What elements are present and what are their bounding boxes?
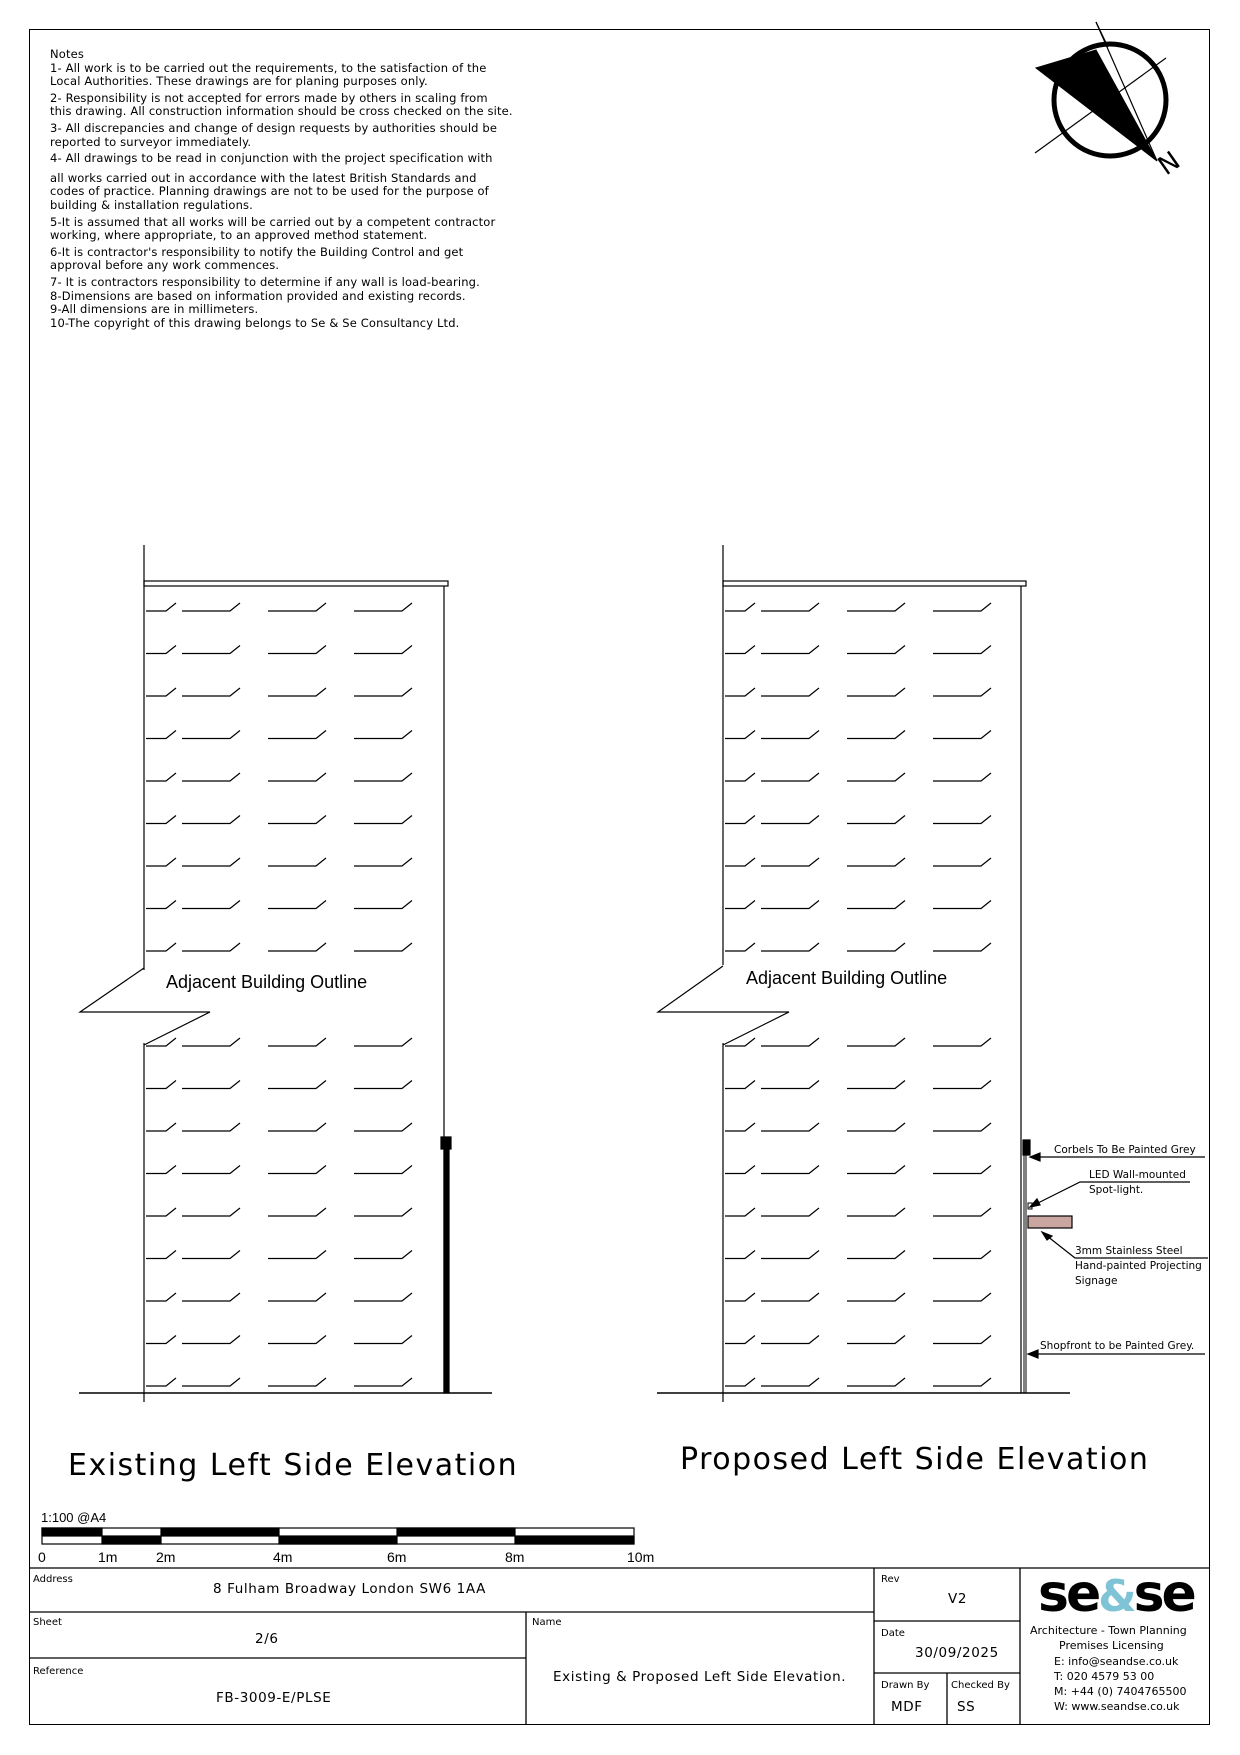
company-mobile: M: +44 (0) 7404765500 xyxy=(1054,1685,1187,1698)
note-line: 1- All work is to be carried out the requirements, to the satisfaction of the xyxy=(50,60,487,75)
brick-hatch-mark xyxy=(847,1378,905,1386)
brick-hatch-mark xyxy=(847,1208,905,1216)
brick-hatch-mark xyxy=(725,1378,755,1386)
logo-right: se xyxy=(1133,1564,1194,1624)
brick-hatch-mark xyxy=(933,646,991,654)
brick-hatch-mark xyxy=(933,1081,991,1089)
callout-led-line2: Spot-light. xyxy=(1089,1184,1144,1196)
company-phone: T: 020 4579 53 00 xyxy=(1054,1670,1155,1683)
reference-value: FB-3009-E/PLSE xyxy=(216,1690,332,1706)
brick-hatch-mark xyxy=(268,1208,326,1216)
note-line: codes of practice. Planning drawings are not to be used for the purpose of xyxy=(50,184,489,199)
note-line: 9-All dimensions are in millimeters. xyxy=(50,302,259,317)
brick-hatch-mark xyxy=(146,858,176,866)
note-line: 6-It is contractor's responsibility to notify the Building Control and get xyxy=(50,244,464,259)
scale-tick-label: 10m xyxy=(627,1549,655,1565)
note-line: approval before any work commences. xyxy=(50,258,280,273)
brick-hatch-mark xyxy=(146,1081,176,1089)
callout-led-line1: LED Wall-mounted xyxy=(1089,1169,1186,1181)
brick-hatch-mark xyxy=(354,1166,412,1174)
brick-hatch-mark xyxy=(182,1123,240,1131)
brick-hatch-mark xyxy=(268,1038,326,1046)
brick-hatch-mark xyxy=(354,646,412,654)
brick-hatch-mark xyxy=(847,1038,905,1046)
company-tagline-2: Premises Licensing xyxy=(1059,1639,1164,1652)
brick-hatch-mark xyxy=(761,1208,819,1216)
brick-hatch-mark xyxy=(725,731,755,739)
scale-tick-label: 6m xyxy=(387,1549,407,1565)
brick-hatch-mark xyxy=(182,773,240,781)
brick-hatch-mark xyxy=(847,603,905,611)
brick-hatch-mark xyxy=(146,773,176,781)
brick-hatch-mark xyxy=(761,1293,819,1301)
brick-hatch-mark xyxy=(847,773,905,781)
brick-hatch-mark xyxy=(268,1123,326,1131)
brick-hatch-mark xyxy=(847,1293,905,1301)
brick-hatch-mark xyxy=(761,816,819,824)
note-line: 2- Responsibility is not accepted for errors made by others in scaling from xyxy=(50,90,488,105)
callout-shopfront: Shopfront to be Painted Grey. xyxy=(1040,1340,1195,1352)
brick-hatch-mark xyxy=(268,901,326,909)
brick-hatch-mark xyxy=(933,1378,991,1386)
brick-hatch-mark xyxy=(354,688,412,696)
brick-hatch-mark xyxy=(933,1293,991,1301)
logo-left: se xyxy=(1038,1564,1099,1624)
brick-hatch-mark xyxy=(761,1123,819,1131)
brick-hatch-mark xyxy=(354,731,412,739)
brick-hatch-mark xyxy=(268,1293,326,1301)
existing-elevation-title: Existing Left Side Elevation xyxy=(68,1448,519,1483)
brick-hatch-mark xyxy=(933,773,991,781)
note-line: 7- It is contractors responsibility to determine if any wall is load-bearing. xyxy=(50,274,480,289)
brick-hatch-mark xyxy=(182,688,240,696)
rev-caption: Rev xyxy=(881,1574,900,1585)
note-line: 3- All discrepancies and change of design requests by authorities should be xyxy=(50,120,498,135)
brick-hatch-mark xyxy=(761,1251,819,1259)
brick-hatch-mark xyxy=(725,1081,755,1089)
brick-hatch-mark xyxy=(761,1038,819,1046)
notes-title: Notes xyxy=(50,47,84,61)
note-line: this drawing. All construction information should be cross checked on the site. xyxy=(50,104,513,119)
brick-hatch-mark xyxy=(146,1378,176,1386)
callout-sign-line2: Hand-painted Projecting xyxy=(1075,1260,1202,1272)
brick-hatch-mark xyxy=(354,773,412,781)
brick-hatch-mark xyxy=(146,1208,176,1216)
address-value: 8 Fulham Broadway London SW6 1AA xyxy=(213,1581,486,1597)
brick-hatch-mark xyxy=(847,943,905,951)
brick-hatch-mark xyxy=(761,1166,819,1174)
brick-hatch-mark xyxy=(847,646,905,654)
brick-hatch-mark xyxy=(146,646,176,654)
scale-label: 1:100 @A4 xyxy=(41,1510,107,1525)
scale-tick-label: 8m xyxy=(505,1549,525,1565)
date-caption: Date xyxy=(881,1628,905,1639)
drawn-by-value: MDF xyxy=(891,1699,923,1715)
brick-hatch-mark xyxy=(725,943,755,951)
brick-hatch-mark xyxy=(725,688,755,696)
brick-hatch-mark xyxy=(933,901,991,909)
brick-hatch-mark xyxy=(354,603,412,611)
brick-hatch-mark xyxy=(847,688,905,696)
brick-hatch-mark xyxy=(847,816,905,824)
brick-hatch-mark xyxy=(354,1123,412,1131)
brick-hatch-mark xyxy=(761,731,819,739)
scale-bar xyxy=(42,1528,634,1544)
brick-hatch-mark xyxy=(268,773,326,781)
company-email: E: info@seandse.co.uk xyxy=(1054,1655,1179,1668)
note-line: building & installation regulations. xyxy=(50,197,253,212)
brick-hatch-mark xyxy=(146,1336,176,1344)
address-caption: Address xyxy=(33,1574,73,1585)
brick-hatch-mark xyxy=(354,858,412,866)
brick-hatch-mark xyxy=(847,1166,905,1174)
brick-hatch-mark xyxy=(268,816,326,824)
brick-hatch-mark xyxy=(182,943,240,951)
brick-hatch-mark xyxy=(146,1166,176,1174)
brick-hatch-mark xyxy=(847,1123,905,1131)
brick-hatch-mark xyxy=(182,1251,240,1259)
name-caption: Name xyxy=(532,1617,562,1628)
brick-hatch-mark xyxy=(354,1293,412,1301)
proposed-outline-label: Adjacent Building Outline xyxy=(746,968,948,988)
brick-hatch-mark xyxy=(182,1166,240,1174)
brick-hatch-mark xyxy=(761,773,819,781)
scale-tick-label: 1m xyxy=(98,1549,118,1565)
company-web: W: www.seandse.co.uk xyxy=(1054,1700,1180,1713)
rev-value: V2 xyxy=(948,1591,968,1607)
name-value: Existing & Proposed Left Side Elevation. xyxy=(553,1669,847,1685)
callout-corbels: Corbels To Be Painted Grey xyxy=(1054,1144,1196,1156)
brick-hatch-mark xyxy=(933,603,991,611)
brick-hatch-mark xyxy=(933,1336,991,1344)
brick-hatch-mark xyxy=(146,1293,176,1301)
drawn-by-caption: Drawn By xyxy=(881,1680,930,1691)
logo-amp: & xyxy=(1098,1571,1134,1622)
brick-hatch-mark xyxy=(847,1251,905,1259)
date-value: 30/09/2025 xyxy=(915,1645,999,1661)
brick-hatch-mark xyxy=(268,1251,326,1259)
proposed-elevation-title: Proposed Left Side Elevation xyxy=(680,1442,1150,1477)
brick-hatch-mark xyxy=(146,816,176,824)
brick-hatch-mark xyxy=(182,646,240,654)
brick-hatch-mark xyxy=(182,1208,240,1216)
brick-hatch-mark xyxy=(761,1336,819,1344)
note-line: 4- All drawings to be read in conjunction with the project specification with xyxy=(50,151,493,166)
brick-hatch-mark xyxy=(761,901,819,909)
brick-hatch-mark xyxy=(725,1208,755,1216)
scale-tick-label: 4m xyxy=(273,1549,293,1565)
brick-hatch-mark xyxy=(847,731,905,739)
brick-hatch-mark xyxy=(268,1081,326,1089)
checked-by-caption: Checked By xyxy=(951,1680,1010,1691)
scale-tick-label: 0 xyxy=(38,1549,46,1565)
brick-hatch-mark xyxy=(268,603,326,611)
brick-hatch-mark xyxy=(933,1038,991,1046)
brick-hatch-mark xyxy=(761,603,819,611)
brick-hatch-mark xyxy=(725,1251,755,1259)
brick-hatch-mark xyxy=(933,1251,991,1259)
note-line: 8-Dimensions are based on information provided and existing records. xyxy=(50,288,466,303)
brick-hatch-mark xyxy=(354,901,412,909)
brick-hatch-mark xyxy=(725,1336,755,1344)
existing-outline-label: Adjacent Building Outline xyxy=(166,972,368,992)
brick-hatch-mark xyxy=(933,816,991,824)
brick-hatch-mark xyxy=(761,646,819,654)
brick-hatch-mark xyxy=(354,1336,412,1344)
brick-hatch-mark xyxy=(182,1336,240,1344)
brick-hatch-mark xyxy=(933,1166,991,1174)
brick-hatch-mark xyxy=(268,943,326,951)
brick-hatch-mark xyxy=(933,1123,991,1131)
brick-hatch-mark xyxy=(933,731,991,739)
note-line: 5-It is assumed that all works will be carried out by a competent contractor xyxy=(50,214,496,229)
brick-hatch-mark xyxy=(725,1293,755,1301)
brick-hatch-mark xyxy=(354,943,412,951)
brick-hatch-mark xyxy=(182,1038,240,1046)
brick-hatch-mark xyxy=(146,731,176,739)
callout-sign-line1: 3mm Stainless Steel xyxy=(1075,1245,1183,1257)
brick-hatch-mark xyxy=(725,1166,755,1174)
brick-hatch-mark xyxy=(933,688,991,696)
brick-hatch-mark xyxy=(146,901,176,909)
brick-hatch-mark xyxy=(268,1378,326,1386)
brick-hatch-mark xyxy=(725,901,755,909)
brick-hatch-mark xyxy=(146,1251,176,1259)
brick-hatch-mark xyxy=(725,858,755,866)
north-arrow-icon xyxy=(1035,22,1166,161)
brick-hatch-mark xyxy=(354,1038,412,1046)
title-block-grid xyxy=(29,1568,1210,1725)
note-line: 10-The copyright of this drawing belongs to Se & Se Consultancy Ltd. xyxy=(50,315,460,330)
brick-hatch-mark xyxy=(182,1378,240,1386)
brick-hatch-mark xyxy=(725,603,755,611)
brick-hatch-mark xyxy=(761,858,819,866)
brick-hatch-mark xyxy=(182,603,240,611)
scale-tick-label: 2m xyxy=(156,1549,176,1565)
brick-hatch-mark xyxy=(725,646,755,654)
brick-hatch-mark xyxy=(761,1081,819,1089)
brick-hatch-mark xyxy=(146,688,176,696)
brick-hatch-mark xyxy=(182,731,240,739)
sheet-caption: Sheet xyxy=(33,1617,62,1628)
brick-hatch-mark xyxy=(146,943,176,951)
brick-hatch-mark xyxy=(268,646,326,654)
note-line: Local Authorities. These drawings are for planing purposes only. xyxy=(50,74,428,89)
brick-hatch-mark xyxy=(761,943,819,951)
company-tagline-1: Architecture - Town Planning xyxy=(1030,1624,1187,1637)
sheet-value: 2/6 xyxy=(255,1631,279,1647)
brick-hatch-mark xyxy=(847,858,905,866)
note-line: all works carried out in accordance with the latest British Standards and xyxy=(50,170,477,185)
north-label: N xyxy=(1152,146,1186,182)
reference-caption: Reference xyxy=(33,1666,84,1677)
brick-hatch-mark xyxy=(268,688,326,696)
brick-hatch-mark xyxy=(182,816,240,824)
brick-hatch-mark xyxy=(847,1081,905,1089)
brick-hatch-mark xyxy=(268,731,326,739)
brick-hatch-mark xyxy=(725,816,755,824)
note-line: reported to surveyor immediately. xyxy=(50,134,252,149)
brick-hatch-mark xyxy=(761,688,819,696)
brick-hatch-mark xyxy=(146,1123,176,1131)
brick-hatch-mark xyxy=(268,1166,326,1174)
brick-hatch-mark xyxy=(182,1293,240,1301)
brick-hatch-mark xyxy=(761,1378,819,1386)
brick-hatch-mark xyxy=(933,943,991,951)
callout-sign-line3: Signage xyxy=(1075,1275,1118,1287)
brick-hatch-mark xyxy=(354,1378,412,1386)
brick-hatch-mark xyxy=(933,1208,991,1216)
brick-hatch-mark xyxy=(847,1336,905,1344)
checked-by-value: SS xyxy=(957,1699,976,1715)
company-logo xyxy=(1038,1564,1194,1624)
brick-hatch-mark xyxy=(182,901,240,909)
brick-hatch-mark xyxy=(847,901,905,909)
brick-hatch-mark xyxy=(182,1081,240,1089)
brick-hatch-mark xyxy=(182,858,240,866)
brick-hatch-mark xyxy=(725,1123,755,1131)
note-line: working, where appropriate, to an approved method statement. xyxy=(50,228,428,243)
brick-hatch-mark xyxy=(933,858,991,866)
brick-hatch-mark xyxy=(354,816,412,824)
brick-hatch-mark xyxy=(725,773,755,781)
brick-hatch-mark xyxy=(354,1081,412,1089)
brick-hatch-mark xyxy=(268,858,326,866)
brick-hatch-mark xyxy=(268,1336,326,1344)
brick-hatch-mark xyxy=(354,1208,412,1216)
brick-hatch-mark xyxy=(146,603,176,611)
brick-hatch-mark xyxy=(354,1251,412,1259)
